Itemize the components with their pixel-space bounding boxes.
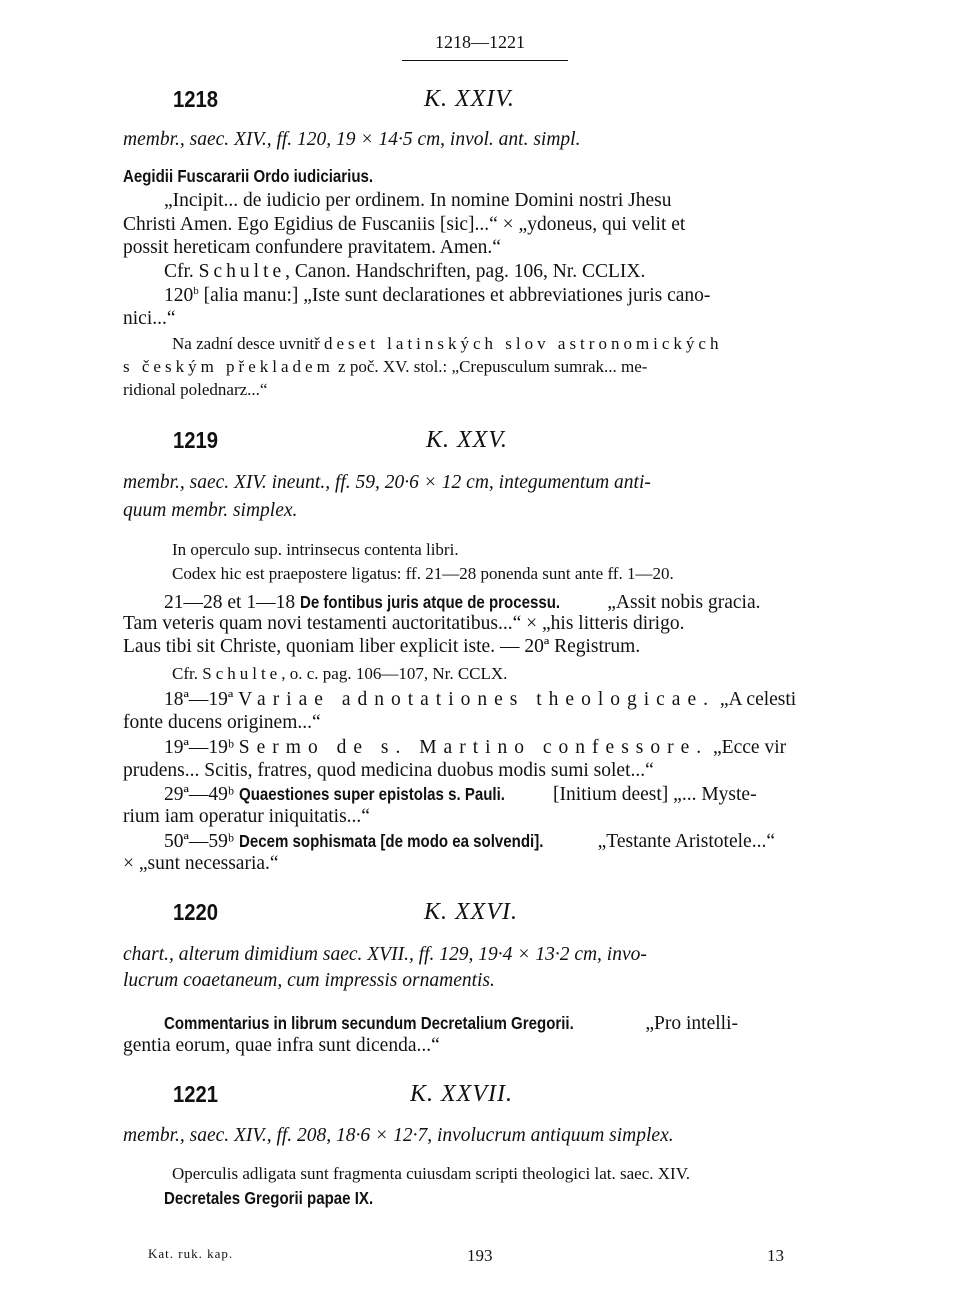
page-number: 193 xyxy=(467,1246,493,1265)
entry-desc: chart., alterum dimidium saec. XVII., ff. 129, 19·4 × 13·2 cm, invo- xyxy=(123,944,647,965)
back-cover-note: s českým překladem z poč. XV. stol.: „Crepusculum sumrak... me- xyxy=(123,357,648,376)
footer-catalog-label: Kat. ruk. kap. xyxy=(148,1246,234,1261)
entry-desc: lucrum coaetaneum, cum impressis ornamentis. xyxy=(123,970,495,991)
content-line: × „sunt necessaria.“ xyxy=(123,853,279,874)
entry-signature-1218: K. XXIV. xyxy=(424,86,515,112)
entry-number-1218: 1218 xyxy=(173,86,219,112)
content-line: gentia eorum, quae infra sunt dicenda...“ xyxy=(123,1035,440,1056)
sheet-number: 13 xyxy=(767,1246,784,1265)
note-line: 120$^b$ [alia manu:] „Iste sunt declarationes et abbreviationes juris cano- xyxy=(164,285,711,306)
entry-number-1221: 1221 xyxy=(173,1081,219,1107)
entry-number-1219: 1219 xyxy=(173,427,219,453)
running-head: 1218—1221 xyxy=(435,32,525,52)
note-line: In operculo sup. intrinsecus contenta libri. xyxy=(172,540,459,559)
content-line: 18ª—19ª Variae adnotationes theologicae. „A celesti xyxy=(164,689,797,710)
back-cover-note: Na zadní desce uvnitř deset latinských slov astronomických xyxy=(172,334,723,353)
entry-desc: quum membr. simplex. xyxy=(123,500,298,521)
note-line: nici...“ xyxy=(123,308,176,329)
entry-title: Decretales Gregorii papae IX. xyxy=(164,1188,374,1208)
incipit-line: Christi Amen. Ego Egidius de Fuscaniis [sic]...“ × „ydoneus, qui velit et xyxy=(123,214,686,235)
entry-number-1220: 1220 xyxy=(173,899,219,925)
content-line: 21—28 et 1—18 De fontibus juris atque de processu. „Assit nobis gracia. xyxy=(164,592,761,613)
content-line: fonte ducens originem...“ xyxy=(123,712,321,733)
content-line: Commentarius in librum secundum Decretalium Gregorii. „Pro intelli- xyxy=(164,1013,738,1034)
content-line: prudens... Scitis, fratres, quod medicina duobus modis sumi solet...“ xyxy=(123,760,654,781)
incipit-line: „Incipit... de iudicio per ordinem. In nomine Domini nostri Jhesu xyxy=(164,190,672,211)
entry-signature-1221: K. XXVII. xyxy=(410,1081,513,1107)
content-line: 50ª—59ᵇ Decem sophismata [de modo ea solvendi]. „Testante Aristotele...“ xyxy=(164,831,775,852)
entry-desc: membr., saec. XIV. ineunt., ff. 59, 20·6 × 12 cm, integumentum anti- xyxy=(123,472,651,493)
entry-desc: membr., saec. XIV., ff. 208, 18·6 × 12·7, involucrum antiquum simplex. xyxy=(123,1125,674,1146)
content-line: Tam veteris quam novi testamenti auctoritatibus...“ × „his litteris dirigo. xyxy=(123,613,685,634)
running-head-rule xyxy=(402,60,568,61)
entry-title: Aegidii Fuscararii Ordo iudiciarius. xyxy=(123,166,374,186)
note-line: Operculis adligata sunt fragmenta cuiusdam scripti theologici lat. saec. XIV. xyxy=(172,1164,691,1183)
entry-signature-1220: K. XXVI. xyxy=(424,899,518,925)
content-line: 29ª—49ᵇ Quaestiones super epistolas s. Pauli. [Initium deest] „... Myste- xyxy=(164,784,757,805)
incipit-line: possit hereticam confundere pravitatem. Amen.“ xyxy=(123,237,501,258)
content-line: rium iam operatur iniquitatis...“ xyxy=(123,806,370,827)
content-line: 19ª—19ᵇ Sermo de s. Martino confessore. „Ecce vir xyxy=(164,737,787,758)
entry-signature-1219: K. XXV. xyxy=(426,427,508,453)
entry-desc: membr., saec. XIV., ff. 120, 19 × 14·5 cm, invol. ant. simpl. xyxy=(123,129,581,150)
content-line: Laus tibi sit Christe, quoniam liber explicit iste. — 20ª Registrum. xyxy=(123,636,641,657)
note-line: Codex hic est praepostere ligatus: ff. 21—28 ponenda sunt ante ff. 1—20. xyxy=(172,564,674,583)
cfr-line: Cfr. Schulte, o. c. pag. 106—107, Nr. CCLX. xyxy=(172,664,508,683)
cfr-line: Cfr. Schulte, Canon. Handschriften, pag. 106, Nr. CCLIX. xyxy=(164,261,646,282)
back-cover-note: ridional polednarz...“ xyxy=(123,380,268,399)
